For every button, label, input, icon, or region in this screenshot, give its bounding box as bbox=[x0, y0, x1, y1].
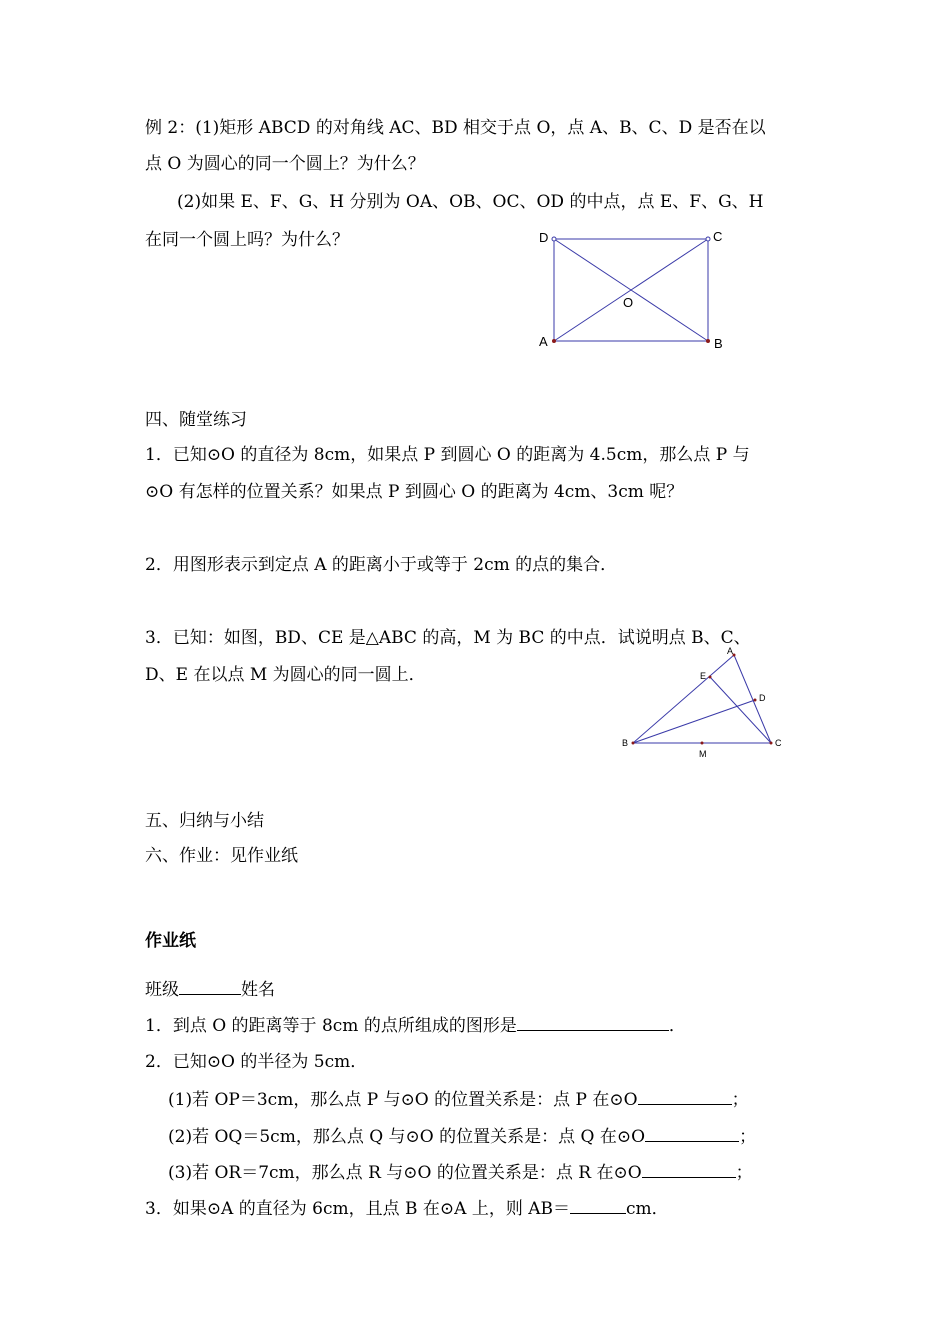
example2-line4: 在同一个圆上吗？为什么？ bbox=[145, 230, 349, 250]
tri-lines bbox=[633, 655, 771, 743]
label-m: M bbox=[699, 749, 707, 759]
homework-q2-3-text: (3)若 OR＝7cm，那么点 R 与⊙O 的位置关系是：点 R 在⊙O bbox=[168, 1163, 642, 1183]
homework-q2-3-end: ； bbox=[735, 1163, 753, 1183]
point-a bbox=[552, 339, 556, 343]
homework-q2-1-blank[interactable] bbox=[638, 1088, 732, 1105]
rectangle-figure bbox=[530, 225, 730, 355]
homework-q2-2-text: (2)若 OQ＝5cm，那么点 Q 与⊙O 的位置关系是：点 Q 在⊙O bbox=[168, 1127, 646, 1147]
triangle-figure bbox=[620, 645, 795, 765]
label-d: D bbox=[759, 693, 766, 703]
homework-q2-2 bbox=[168, 1125, 756, 1148]
homework-q2-3 bbox=[168, 1161, 753, 1184]
example2-line3: (2)如果 E、F、G、H 分别为 OA、OB、OC、OD 的中点，点 E、F、G、H bbox=[177, 192, 764, 212]
label-a: A bbox=[539, 334, 548, 349]
homework-q1-text: 1．到点 O 的距离等于 8cm 的点所组成的图形是 bbox=[145, 1016, 517, 1036]
point-c bbox=[770, 742, 773, 745]
homework-q1-blank[interactable] bbox=[517, 1014, 669, 1031]
altitude-ce bbox=[710, 677, 771, 743]
homework-q2-1-text: (1)若 OP＝3cm，那么点 P 与⊙O 的位置关系是：点 P 在⊙O bbox=[168, 1090, 638, 1110]
label-c: C bbox=[713, 229, 723, 244]
homework-q1 bbox=[145, 1014, 686, 1037]
class-blank[interactable] bbox=[179, 978, 241, 995]
name-label: 姓名 bbox=[241, 980, 275, 1000]
section4-q1-line2: ⊙O 有怎样的位置关系？如果点 P 到圆心 O 的距离为 4cm、3cm 呢？ bbox=[145, 482, 684, 502]
homework-q2-2-end: ； bbox=[739, 1127, 757, 1147]
homework-class-name-row bbox=[145, 978, 275, 1001]
label-b: B bbox=[622, 738, 629, 748]
label-d: D bbox=[539, 230, 549, 245]
point-d bbox=[552, 237, 556, 241]
section4-q3-line2: D、E 在以点 M 为圆心的同一圆上． bbox=[145, 665, 426, 685]
class-label: 班级 bbox=[145, 980, 179, 1000]
homework-q3-end: cm． bbox=[626, 1199, 669, 1219]
section5-heading: 五、归纳与小结 bbox=[145, 811, 264, 831]
label-e: E bbox=[700, 671, 707, 681]
label-o: O bbox=[623, 295, 634, 310]
label-a: A bbox=[727, 646, 734, 656]
homework-title: 作业纸 bbox=[145, 931, 196, 951]
label-b: B bbox=[714, 336, 723, 351]
section4-q2: 2．用图形表示到定点 A 的距离小于或等于 2cm 的点的集合． bbox=[145, 555, 618, 575]
example2-line1: 例 2：(1)矩形 ABCD 的对角线 AC、BD 相交于点 O，点 A、B、C、D 是否在以 bbox=[145, 118, 766, 138]
homework-q2-1 bbox=[168, 1088, 749, 1111]
section4-q3-line1: 3．已知：如图，BD、CE 是△ABC 的高，M 为 BC 的中点．试说明点 B、C、 bbox=[145, 628, 751, 648]
point-b bbox=[706, 339, 710, 343]
homework-q2-3-blank[interactable] bbox=[642, 1161, 736, 1178]
point-c bbox=[706, 237, 710, 241]
point-e bbox=[709, 676, 712, 679]
section6-heading: 六、作业：见作业纸 bbox=[145, 846, 298, 866]
side-ab bbox=[633, 655, 734, 743]
homework-q2-2-blank[interactable] bbox=[645, 1125, 739, 1142]
point-d bbox=[754, 699, 757, 702]
homework-q2: 2．已知⊙O 的半径为 5cm． bbox=[145, 1052, 368, 1072]
homework-q2-1-end: ； bbox=[731, 1090, 749, 1110]
point-m bbox=[701, 742, 704, 745]
homework-q3-blank[interactable] bbox=[570, 1197, 626, 1214]
section4-q1-line1: 1．已知⊙O 的直径为 8cm，如果点 P 到圆心 O 的距离为 4.5cm，那么点 P 与 bbox=[145, 445, 750, 465]
section4-heading: 四、随堂练习 bbox=[145, 410, 247, 430]
example2-line2: 点 O 为圆心的同一个圆上？为什么？ bbox=[145, 154, 425, 174]
label-c: C bbox=[775, 738, 782, 748]
homework-q3-text: 3．如果⊙A 的直径为 6cm，且点 B 在⊙A 上，则 AB＝ bbox=[145, 1199, 570, 1219]
rect-lines bbox=[554, 239, 708, 341]
homework-q1-end: ． bbox=[668, 1016, 686, 1036]
homework-q3 bbox=[145, 1197, 669, 1220]
point-b bbox=[632, 742, 635, 745]
